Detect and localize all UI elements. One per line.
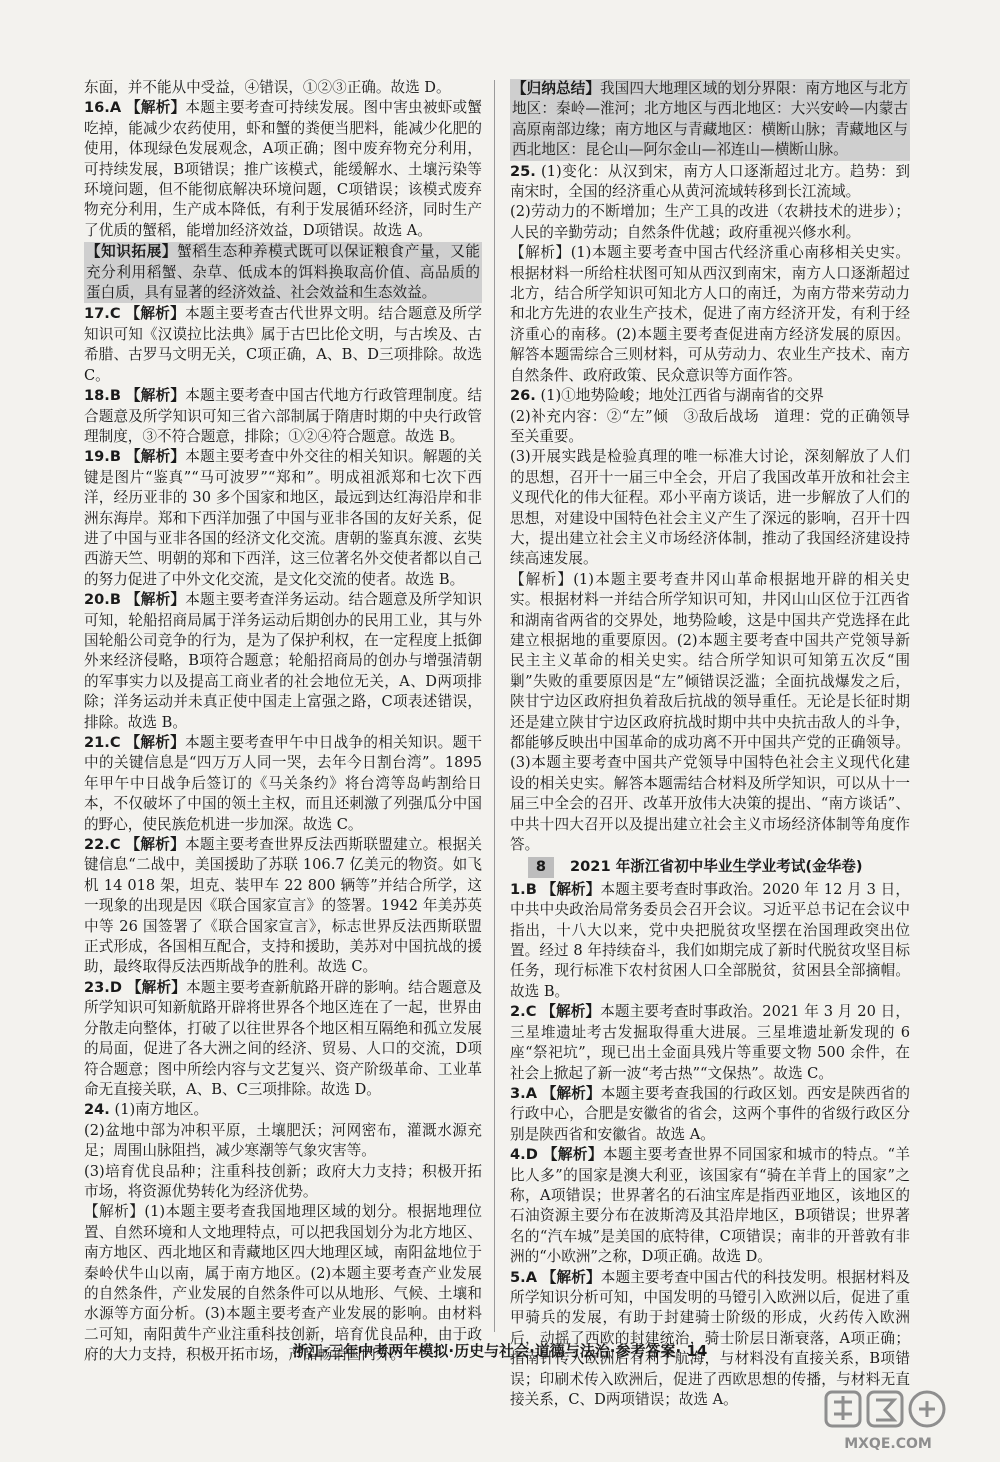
answer-tag: 【解析】 [125,836,185,854]
answer-tag: 【解析】 [125,734,185,751]
answer-tag: 【归纳总结】 [512,80,601,97]
answer-text: 我国四大地理区域的划分界限：南方地区与北方地区：秦岭—淮河；北方地区与西北地区：大兴安岭—内蒙古高原南部边缘；南方地区与青藏地区：横断山脉；青藏地区与西北地区：昆仑山—阿尔金山—祁连山—横断山脉。 [512,80,908,159]
site-watermark-logo [824,1388,952,1454]
answer-text: (1)①地势险峻；地处江西省与湖南省的交界 [540,387,824,405]
watermark-icon [824,1388,952,1454]
question-number: 24. [84,1101,110,1119]
answer-subpart: (2)盆地中部为冲积平原，土壤肥沃；河网密布，灌溉水源充足；周围山脉阻挡，减少寒潮等气象灾害等。 [84,1121,482,1160]
section-header [510,857,910,877]
answer-item [510,386,910,406]
answer-item [84,1100,482,1120]
answer-text: 蟹稻生态种养模式既可以保证粮食产量，又能充分利用稻蟹、杂草、低成本的饵料换取高价值、高品质的蛋白质，具有显著的经济效益、社会效益和生态效益。 [86,243,480,302]
answer-text: 本题主要考查甲午中日战争的相关知识。题干中的关键信息是“四万万人同一哭，去年今日割台湾”。1895年甲午中日战争后签订的《马关条约》将台湾等岛屿割给日本，不仅破坏了中国的领土主权，而且还刺激了列强瓜分中国的野心，使民族危机进一步加深。故选 C。 [84,734,482,833]
answer-text: 本题主要考查新航路开辟的影响。结合题意及所学知识可知新航路开辟将世界各个地区连在了一起，世界由分散走向整体，打破了以往世界各个地区相互隔绝和孤立发展的局面，促进了各大洲之间的经济、贸易、人口的交流，D项符合题意；图中所绘内容与文艺复兴、资产阶级革命、工业革命无直接关联，A、B、C三项排除。故选 D。 [84,978,482,1098]
answer-tag: 【解析】 [541,1003,601,1021]
answer-text: 本题主要考查世界反法西斯联盟建立。根据关键信息“二战中，美国援助了苏联 106.7 亿美元的物资。如飞机 14 018 架，坦克、装甲车 22 800 辆等”并结合所学，这一现象的出现是因《联合国家宣言》的签署。1942 年美苏英中等 26 国签署了《联合国家宣言》，标志世界反法西斯联盟正式形成，各国相互配合，支持和援助，美苏对中国抗战的援助，最终取得反法西斯战争的胜利。故选 C。 [84,836,482,976]
answer-subpart: (2)劳动力的不断增加；生产工具的改进（农耕技术的进步）；人民的辛勤劳动；自然条件优越；政府重视兴修水利。 [510,203,910,241]
question-number: 21.C [84,734,121,751]
answer-tag: 【解析】 [125,305,185,323]
question-number: 18.B [84,387,121,405]
answer-item [84,978,482,1100]
answer-subpart: 【解析】(1)本题主要考查我国地理区域的划分。根据地理位置、自然环境和人文地理特点，可以把我国划分为北方地区、南方地区、西北地区和青藏地区四大地理区域，南阳盆地位于秦岭伏牛山以南，属于南方地区。(2)本题主要考查产业发展的自然条件，产业发展的自然条件可以从地形、气候、土壤和水源等方面分析。(3)本题主要考查产业发展的影响。由材料二可知，南阳黄牛产业注重科技创新，培育优良品种，由于政府的大力支持，积极开拓市场，产品畅销国内外。 [84,1203,482,1364]
question-number: 25. [510,162,536,180]
answer-text: 本题主要考查中国古代的科技发明。根据材料及所学知识分析可知，中国发明的马镫引入欧洲以后，促进了重甲骑兵的发展，有助于封建骑士阶级的形成，火药传入欧洲后，动摇了西欧的封建统治，骑士阶层日渐衰落，A项正确；指南针传入欧洲后有利于航海，与材料没有直接关系，B项错误；印刷术传入欧洲后，促进了西欧思想的传播，与材料无直接关系，C、D两项错误；故选 A。 [510,1268,910,1408]
answer-text: 本题主要考查时事政治。2021 年 3 月 20 日，三星堆遗址考古发掘取得重大进展。三星堆遗址新发现的 6 座“祭祀坑”，现已出土金面具残片等重要文物 500 余件，在社会上掀起了新一波“考古热”“文保热”。故选 C。 [510,1003,910,1082]
answer-item [84,304,482,386]
right-column [510,78,910,1410]
answer-item [84,78,482,98]
answer-item [510,880,910,1002]
answer-text: 本题主要考查世界不同国家和城市的特点。“羊比人多”的国家是澳大利亚，该国家有“骑在羊背上的国家”之称，A项错误；世界著名的石油宝库是指西亚地区，该地区的石油资源主要分布在波斯湾及其沿岸地区，B项错误；世界著名的“汽车城”是美国的底特律，C项错误；南非的开普敦有非洲的“小欧洲”之称，D项正确。故选 D。 [510,1146,911,1266]
answer-item [84,835,482,978]
question-number: 23.D [84,978,122,996]
answer-text: 本题主要考查中外交往的相关知识。解题的关键是图片“鉴真”“马可波罗”“郑和”。明成祖派郑和七次下西洋，经历亚非的 30 多个国家和地区，最远到达红海沿岸和非洲东海岸。郑和下西洋加强了中国与亚非各国的友好关系，促进了中国与亚非各国的经济文化交流。唐朝的鉴真东渡、玄奘西游天竺、明朝的郑和下西洋，这三位著名外交使者都以自己的努力促进了中外文化交流，是文化交流的使者。故选 B。 [84,448,482,588]
answer-tag: 【解析】 [542,1146,603,1164]
answer-item [84,590,482,733]
page-footer: 浙江·三年中考两年模拟·历史与社会·道德与法治·参考答案· 14 [292,1342,708,1360]
answer-item [84,386,482,447]
question-number: 26. [510,387,536,405]
answer-text: 本题主要考查时事政治。2020 年 12 月 3 日，中共中央政治局常务委员会召开会议。习近平总书记在会议中指出，十八大以来，党中央把脱贫攻坚摆在治国理政突出位置。经过 8 年持续奋斗，我们如期完成了新时代脱贫攻坚目标任务，现行标准下农村贫困人口全部脱贫，贫困县全部摘帽。故选 B。 [510,880,910,1000]
answer-text: 本题主要考查洋务运动。结合题意及所学知识可知，轮船招商局属于洋务运动后期创办的民用工业，其与外国轮船公司竞争的行为，是为了保护利权，在一定程度上抵御外来经济侵略，B项符合题意；轮船招商局的创办与增强清朝的军事实力以及提高工商业者的社会地位无关，A、D两项排除；洋务运动并未真正使中国走上富强之路，C项表述错误，排除。故选 B。 [84,591,482,731]
answer-item [510,162,910,203]
answer-tag: 【解析】 [126,99,186,117]
answer-tag: 【解析】 [541,880,601,898]
answer-subpart: (3)开展实践是检验真理的唯一标准大讨论，深刻解放了人们的思想，召开十一届三中全会，开启了我国改革开放和社会主义现代化的伟大征程。邓小平南方谈话，进一步解放了人们的思想，对建设中国特色社会主义产生了深远的影响，召开十四大，提出建立社会主义市场经济体制，推动了我国经济建设持续高速发展。 [510,448,910,568]
answer-text: (1)南方地区。 [114,1101,209,1119]
note-box [84,242,482,303]
answer-item [510,1002,910,1084]
answer-tag: 【解析】 [125,387,186,405]
answer-tag: 【解析】 [541,1268,601,1286]
left-column [84,78,482,1366]
question-number: 17.C [84,305,121,323]
answer-item [84,447,482,590]
question-number: 22.C [84,836,121,854]
question-number: 3.A [510,1084,537,1102]
answer-subpart: 【解析】(1)本题主要考查中国古代经济重心南移相关史实。根据材料一所给柱状图可知从西汉到南宋，南方人口逐渐超过北方，结合所学知识可知北方人口的南迁，为南方带来劳动力和北方先进的农业生产技术，促进了南方经济开发，有利于经济重心的南移。(2)本题主要考查促进南方经济发展的原因。解答本题需综合三则材料，可从劳动力、农业生产技术、南方自然条件、政府政策、民众意识等方面作答。 [510,244,910,384]
answer-item [510,1084,910,1145]
answer-item [84,98,482,241]
answer-text: 东面，并不能从中受益，④错误，①②③正确。故选 D。 [84,79,451,96]
question-number: 5.A [510,1268,537,1286]
question-number: 16.A [84,99,122,117]
answer-item [510,1145,910,1267]
section-title: 2021 年浙江省初中毕业生学业考试(金华卷) [570,858,863,876]
question-number: 2.C [510,1003,537,1021]
note-box [510,79,910,161]
answer-subpart: 【解析】(1)本题主要考查井冈山革命根据地开辟的相关史实。根据材料一并结合所学知识可知，井冈山山区位于江西省和湖南省两省的交界处，地势险峻，这是中国共产党选择在此建立根据地的重要原因。(2)本题主要考查中国共产党领导新民主主义革命的相关史实。结合所学知识可知第五次反“围剿”失败的重要原因是“左”倾错误泛滥；全面抗战爆发之后，陕甘宁边区政府担负着敌后抗战的领导重任。无论是长征时期还是建立陕甘宁边区政府抗战时期中共中央抗击敌人的斗争，都能够反映出中国革命的成功离不开中国共产党的正确领导。(3)本题主要考查中国共产党领导中国特色社会主义现代化建设的相关史实。解答本题需结合材料及所学知识，可以从十一届三中全会的召开、改革开放伟大决策的提出、“南方谈话”、中共十四大召开以及提出建立社会主义市场经济体制等角度作答。 [510,570,910,854]
answer-tag: 【解析】 [125,591,186,609]
answer-item [84,733,482,835]
section-number: 8 [528,857,554,877]
answer-text: 本题主要考查古代世界文明。结合题意及所学知识可知《汉谟拉比法典》属于古巴比伦文明，与古埃及、古希腊、古罗马文明无关，C项正确，A、B、D三项排除。故选 C。 [84,305,482,384]
answer-tag: 【解析】 [126,978,187,996]
answer-tag: 【解析】 [541,1084,601,1102]
svg-text:MXQE.COM: MXQE.COM [844,1436,932,1452]
answer-text: 本题主要考查中国古代地方行政管理制度。结合题意及所学知识可知三省六部制属于隋唐时期的中央行政管理制度，③不符合题意，排除；①②④符合题意。故选 B。 [84,387,482,445]
question-number: 19.B [84,448,121,466]
question-number: 1.B [510,880,537,898]
column-divider [494,80,495,1332]
answer-text: 本题主要考查可持续发展。图中害虫被虾或蟹吃掉，能减少农药使用，虾和蟹的粪便当肥料，能减少化肥的使用，体现绿色发展观念，A项正确；图中废弃物充分利用，可持续发展，B项错误；推广该模式，能缓解水、土壤污染等环境问题，但不能彻底解决环境问题，C项错误；该模式废弃物充分利用，生产成本降低，有利于发展循环经济，同时生产了优质的蟹稻，能增加经济效益，D项错误。故选 A。 [84,99,482,239]
answer-subpart: (3)培育优良品种；注重科技创新；政府大力支持；积极开拓市场，将资源优势转化为经济优势。 [84,1162,482,1200]
answer-tag: 【知识拓展】 [86,243,178,261]
answer-text: (1)变化：从汉到宋，南方人口逐渐超过北方。趋势：到南宋时，全国的经济重心从黄河流域转移到长江流域。 [510,162,910,201]
question-number: 4.D [510,1146,538,1164]
answer-subpart: (2)补充内容：②“左”倾 ③敌后战场 道理：党的正确领导至关重要。 [510,407,910,445]
question-number: 20.B [84,591,121,609]
answer-tag: 【解析】 [125,448,186,466]
answer-text: 本题主要考查我国的行政区划。西安是陕西省的行政中心，合肥是安徽省的省会，这两个事件的省级行政区分别是陕西省和安徽省。故选 A。 [510,1084,910,1143]
